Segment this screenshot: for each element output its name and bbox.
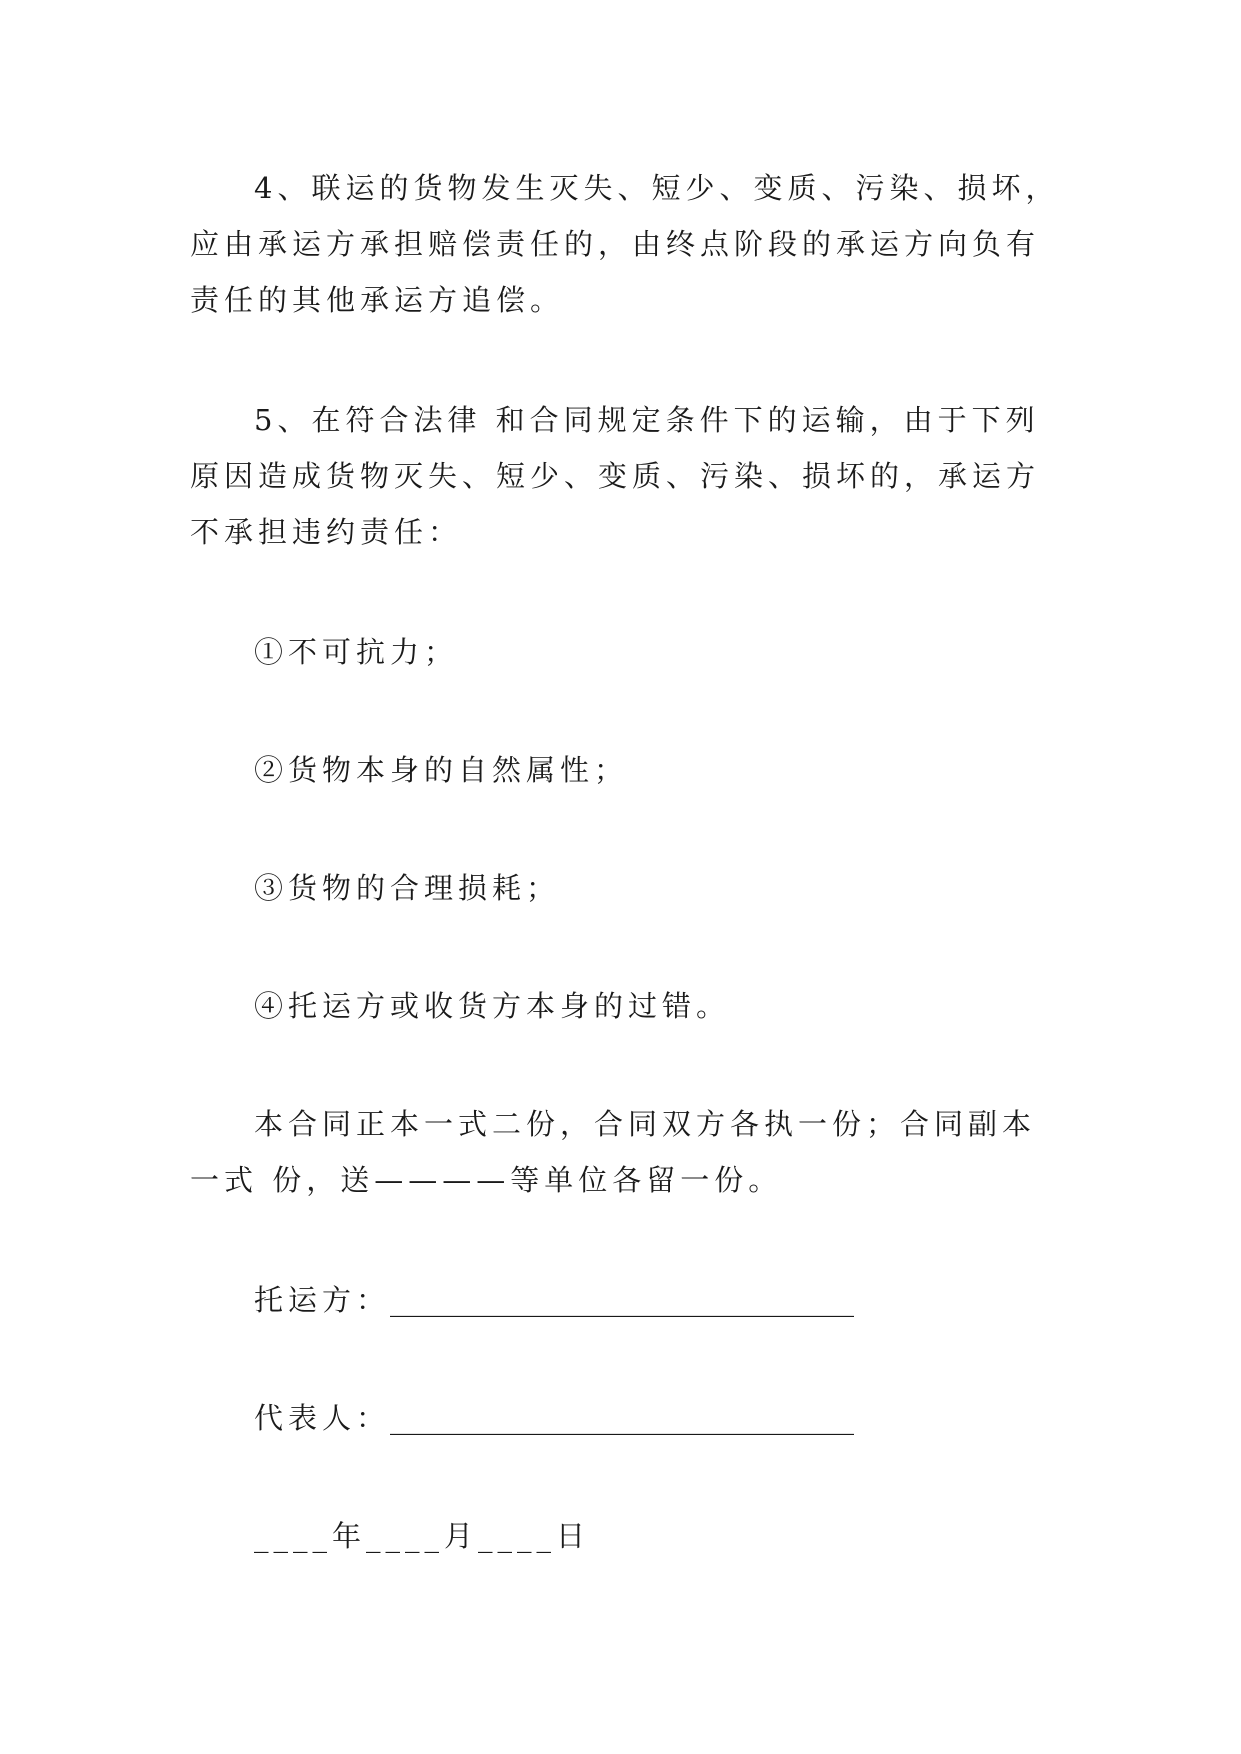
shipper-signature-line <box>190 1272 1060 1328</box>
shipper-blank: ________________________________ <box>390 1283 855 1317</box>
document-body <box>190 160 1060 1626</box>
exemption-item-3: ③货物的合理损耗； <box>254 871 561 905</box>
exemption-item-1: ①不可抗力； <box>254 635 459 669</box>
shipper-label: 托运方： <box>254 1283 391 1317</box>
clause-5-paragraph: 5、在符合法律 和合同规定条件下的运输，由于下列原因造成货物灭失、短少、变质、污染、损坏的，承运方不承担违约责任： <box>190 403 1041 549</box>
representative-label: 代表人： <box>254 1401 391 1435</box>
clause-4-paragraph: 4、联运的货物发生灭失、短少、变质、污染、损坏，应由承运方承担赔偿责任的，由终点阶段的承运方向负有责任的其他承运方追偿。 <box>190 171 1060 317</box>
exemption-item-2: ②货物本身的自然属性； <box>254 753 629 787</box>
copies-paragraph: 本合同正本一式二份，合同双方各执一份；合同副本一式 份，送————等单位各留一份。 <box>190 1107 1037 1197</box>
exemption-item-4: ④托运方或收货方本身的过错。 <box>254 989 731 1023</box>
representative-blank: ________________________________ <box>390 1401 855 1435</box>
date-line: ____年____月____日 <box>254 1519 591 1553</box>
representative-signature-line <box>190 1390 1060 1446</box>
